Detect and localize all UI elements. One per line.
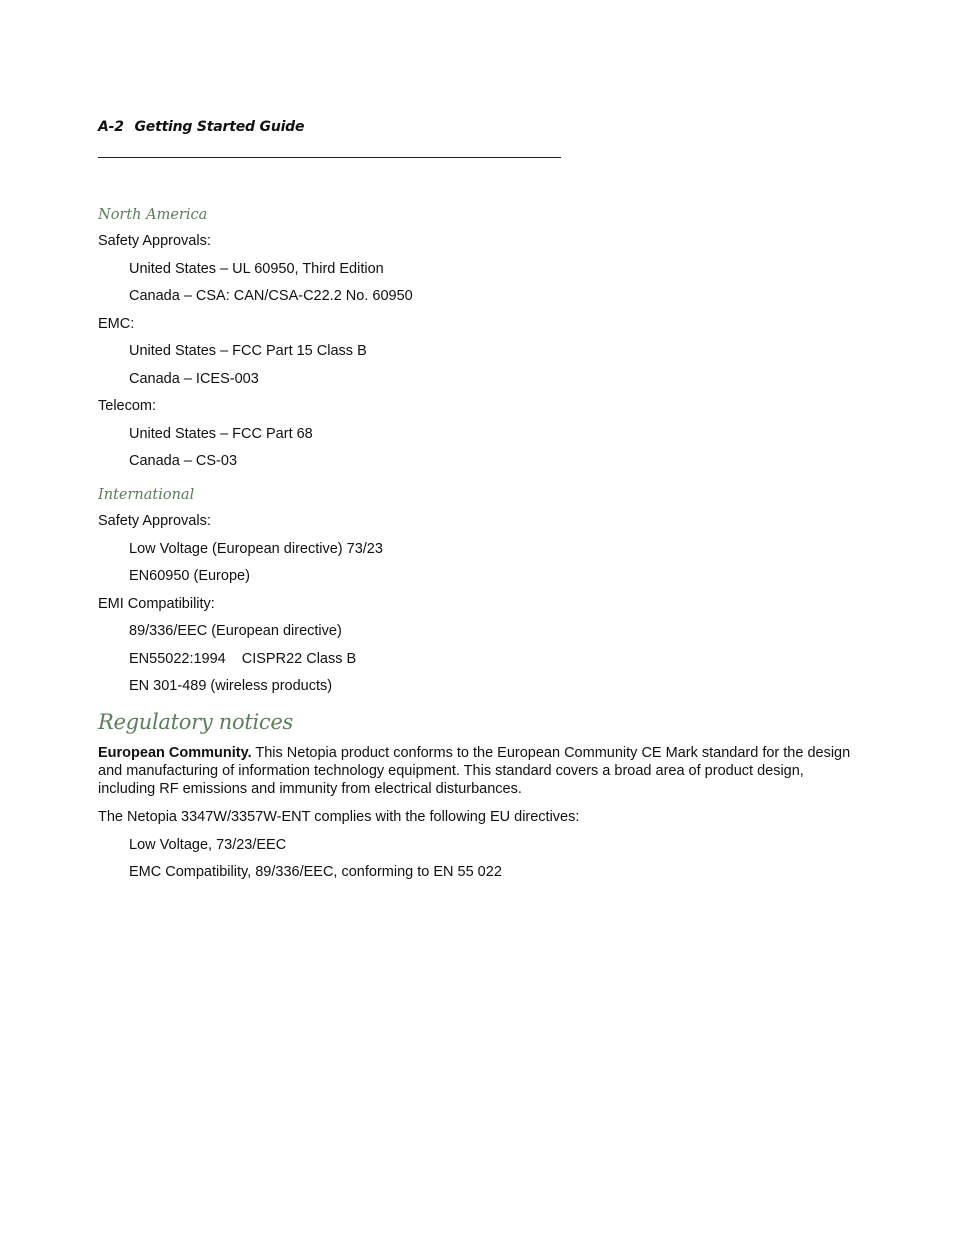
na-emc-item-canada: Canada – ICES-003 bbox=[129, 370, 259, 387]
north-america-heading: North America bbox=[98, 207, 208, 223]
european-community-paragraph bbox=[98, 744, 858, 798]
directives-intro: The Netopia 3347W/3357W-ENT complies with the following EU directives: bbox=[98, 809, 580, 825]
na-safety-label: Safety Approvals: bbox=[98, 233, 211, 249]
na-emc-item-us: United States – FCC Part 15 Class B bbox=[129, 343, 367, 359]
intl-safety-item-low-voltage: Low Voltage (European directive) 73/23 bbox=[129, 540, 383, 557]
intl-emi-item-en55022 bbox=[98, 649, 858, 669]
ec-lead-in: European Community. bbox=[98, 745, 252, 761]
running-header bbox=[98, 119, 304, 135]
na-safety-item-us: United States – UL 60950, Third Edition bbox=[129, 260, 384, 277]
intl-emi-item-en301489: EN 301-489 (wireless products) bbox=[129, 678, 333, 694]
directive-emc: EMC Compatibility, 89/336/EEC, conforming to EN 55 022 bbox=[129, 864, 502, 880]
header-rule bbox=[98, 157, 561, 158]
na-telecom-item-us: United States – FCC Part 68 bbox=[129, 425, 313, 442]
na-telecom-item-canada: Canada – CS-03 bbox=[129, 453, 238, 469]
intl-safety-item-en60950: EN60950 (Europe) bbox=[129, 568, 250, 584]
intl-safety-label: Safety Approvals: bbox=[98, 513, 211, 529]
directive-low-voltage: Low Voltage, 73/23/EEC bbox=[129, 836, 287, 853]
cispr22-class: CISPR22 Class B bbox=[241, 650, 357, 667]
intl-emi-item-directive: 89/336/EEC (European directive) bbox=[129, 623, 342, 639]
intl-emi-label: EMI Compatibility: bbox=[98, 595, 215, 612]
ec-body: This Netopia product conforms to the European Community CE Mark standard for the design and manufacturing of information technology equipment. This standard covers a broad area of product design, including RF emissions and immunity from electrical disturbances. bbox=[98, 745, 851, 797]
regulatory-notices-heading: Regulatory notices bbox=[98, 710, 293, 734]
guide-title: Getting Started Guide bbox=[134, 119, 305, 135]
page-number: A-2 bbox=[98, 119, 124, 135]
page-content bbox=[98, 205, 858, 890]
international-heading: International bbox=[98, 487, 195, 503]
na-emc-label: EMC: bbox=[98, 315, 135, 332]
en55022-standard: EN55022:1994 bbox=[129, 650, 226, 667]
na-telecom-label: Telecom: bbox=[98, 398, 157, 414]
na-safety-item-canada: Canada – CSA: CAN/CSA-C22.2 No. 60950 bbox=[129, 288, 413, 304]
